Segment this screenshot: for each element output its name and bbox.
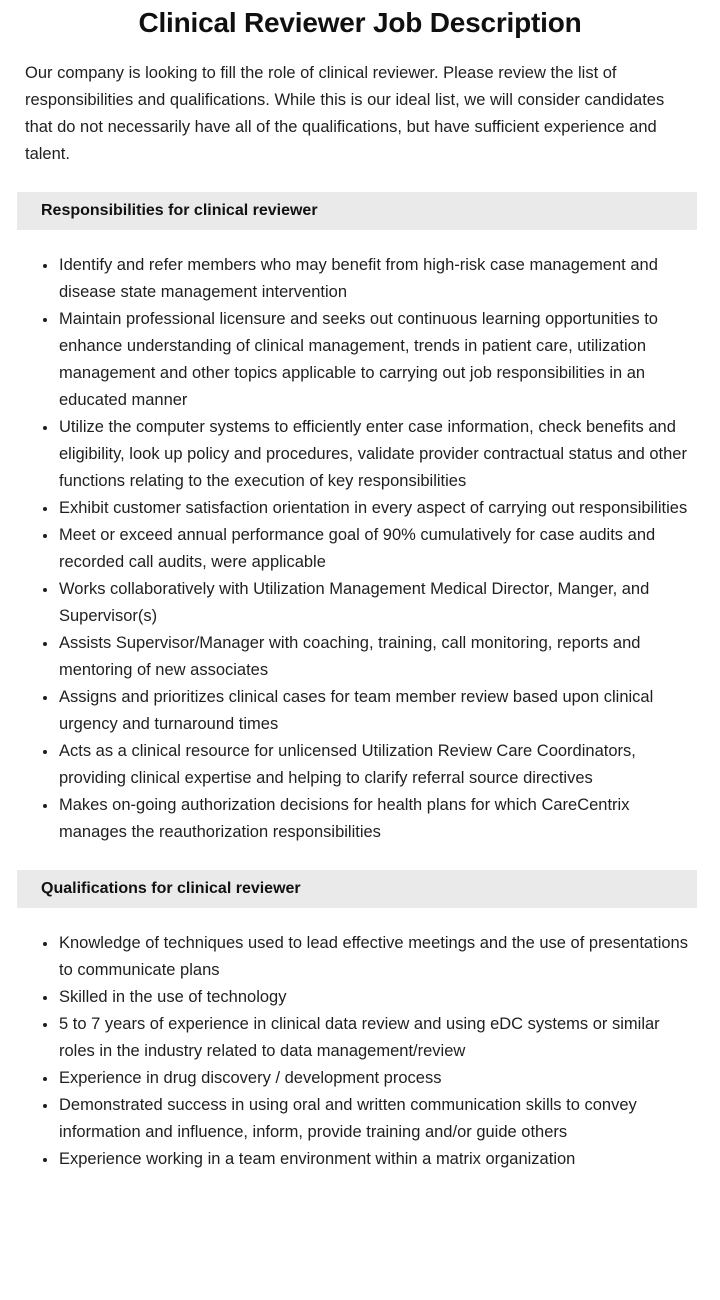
section-header-qualifications [17,870,697,908]
page-title: Clinical Reviewer Job Description [138,7,582,38]
list-item: Works collaboratively with Utilization Management Medical Director, Manger, and Supervisor(s) [43,576,694,630]
section-header-responsibilities [17,192,697,230]
section-header-label: Qualifications for clinical reviewer [41,880,301,897]
list-item: Assigns and prioritizes clinical cases for team member review based upon clinical urgency and turnaround times [43,684,694,738]
intro-paragraph: Our company is looking to fill the role of clinical reviewer. Please review the list of responsibilities and qualifications. While this is our ideal list, we will consider candidates that do not necessarily have all of the qualifications, but have sufficient experience and talent. [25,64,665,163]
section-header-label: Responsibilities for clinical reviewer [41,202,318,219]
list-item: Maintain professional licensure and seeks out continuous learning opportunities to enhance understanding of clinical management, trends in patient care, utilization management and other topics applicable to carrying out job responsibilities in an educated manner [43,306,694,414]
list-item: Identify and refer members who may benefit from high-risk case management and disease state management intervention [43,252,694,306]
list-item: Experience in drug discovery / development process [43,1065,694,1092]
list-item: Knowledge of techniques used to lead effective meetings and the use of presentations to communicate plans [43,930,694,984]
list-item: Experience working in a team environment within a matrix organization [43,1146,694,1173]
list-item: Makes on-going authorization decisions for health plans for which CareCentrix manages the reauthorization responsibilities [43,792,694,846]
list-item: 5 to 7 years of experience in clinical data review and using eDC systems or similar roles in the industry related to data management/review [43,1011,694,1065]
qualifications-list [0,908,720,1173]
list-item: Demonstrated success in using oral and written communication skills to convey information and influence, inform, provide training and/or guide others [43,1092,694,1146]
list-item: Assists Supervisor/Manager with coaching, training, call monitoring, reports and mentoring of new associates [43,630,694,684]
list-item: Exhibit customer satisfaction orientation in every aspect of carrying out responsibilities [43,495,694,522]
list-item: Acts as a clinical resource for unlicensed Utilization Review Care Coordinators, providing clinical expertise and helping to clarify referral source directives [43,738,694,792]
list-item: Meet or exceed annual performance goal of 90% cumulatively for case audits and recorded call audits, were applicable [43,522,694,576]
list-item: Skilled in the use of technology [43,984,694,1011]
responsibilities-list [0,230,720,846]
section-responsibilities [0,192,720,846]
list-item: Utilize the computer systems to efficiently enter case information, check benefits and eligibility, look up policy and procedures, validate provider contractual status and other functions relating to the execution of key responsibilities [43,414,694,495]
section-qualifications [0,870,720,1173]
